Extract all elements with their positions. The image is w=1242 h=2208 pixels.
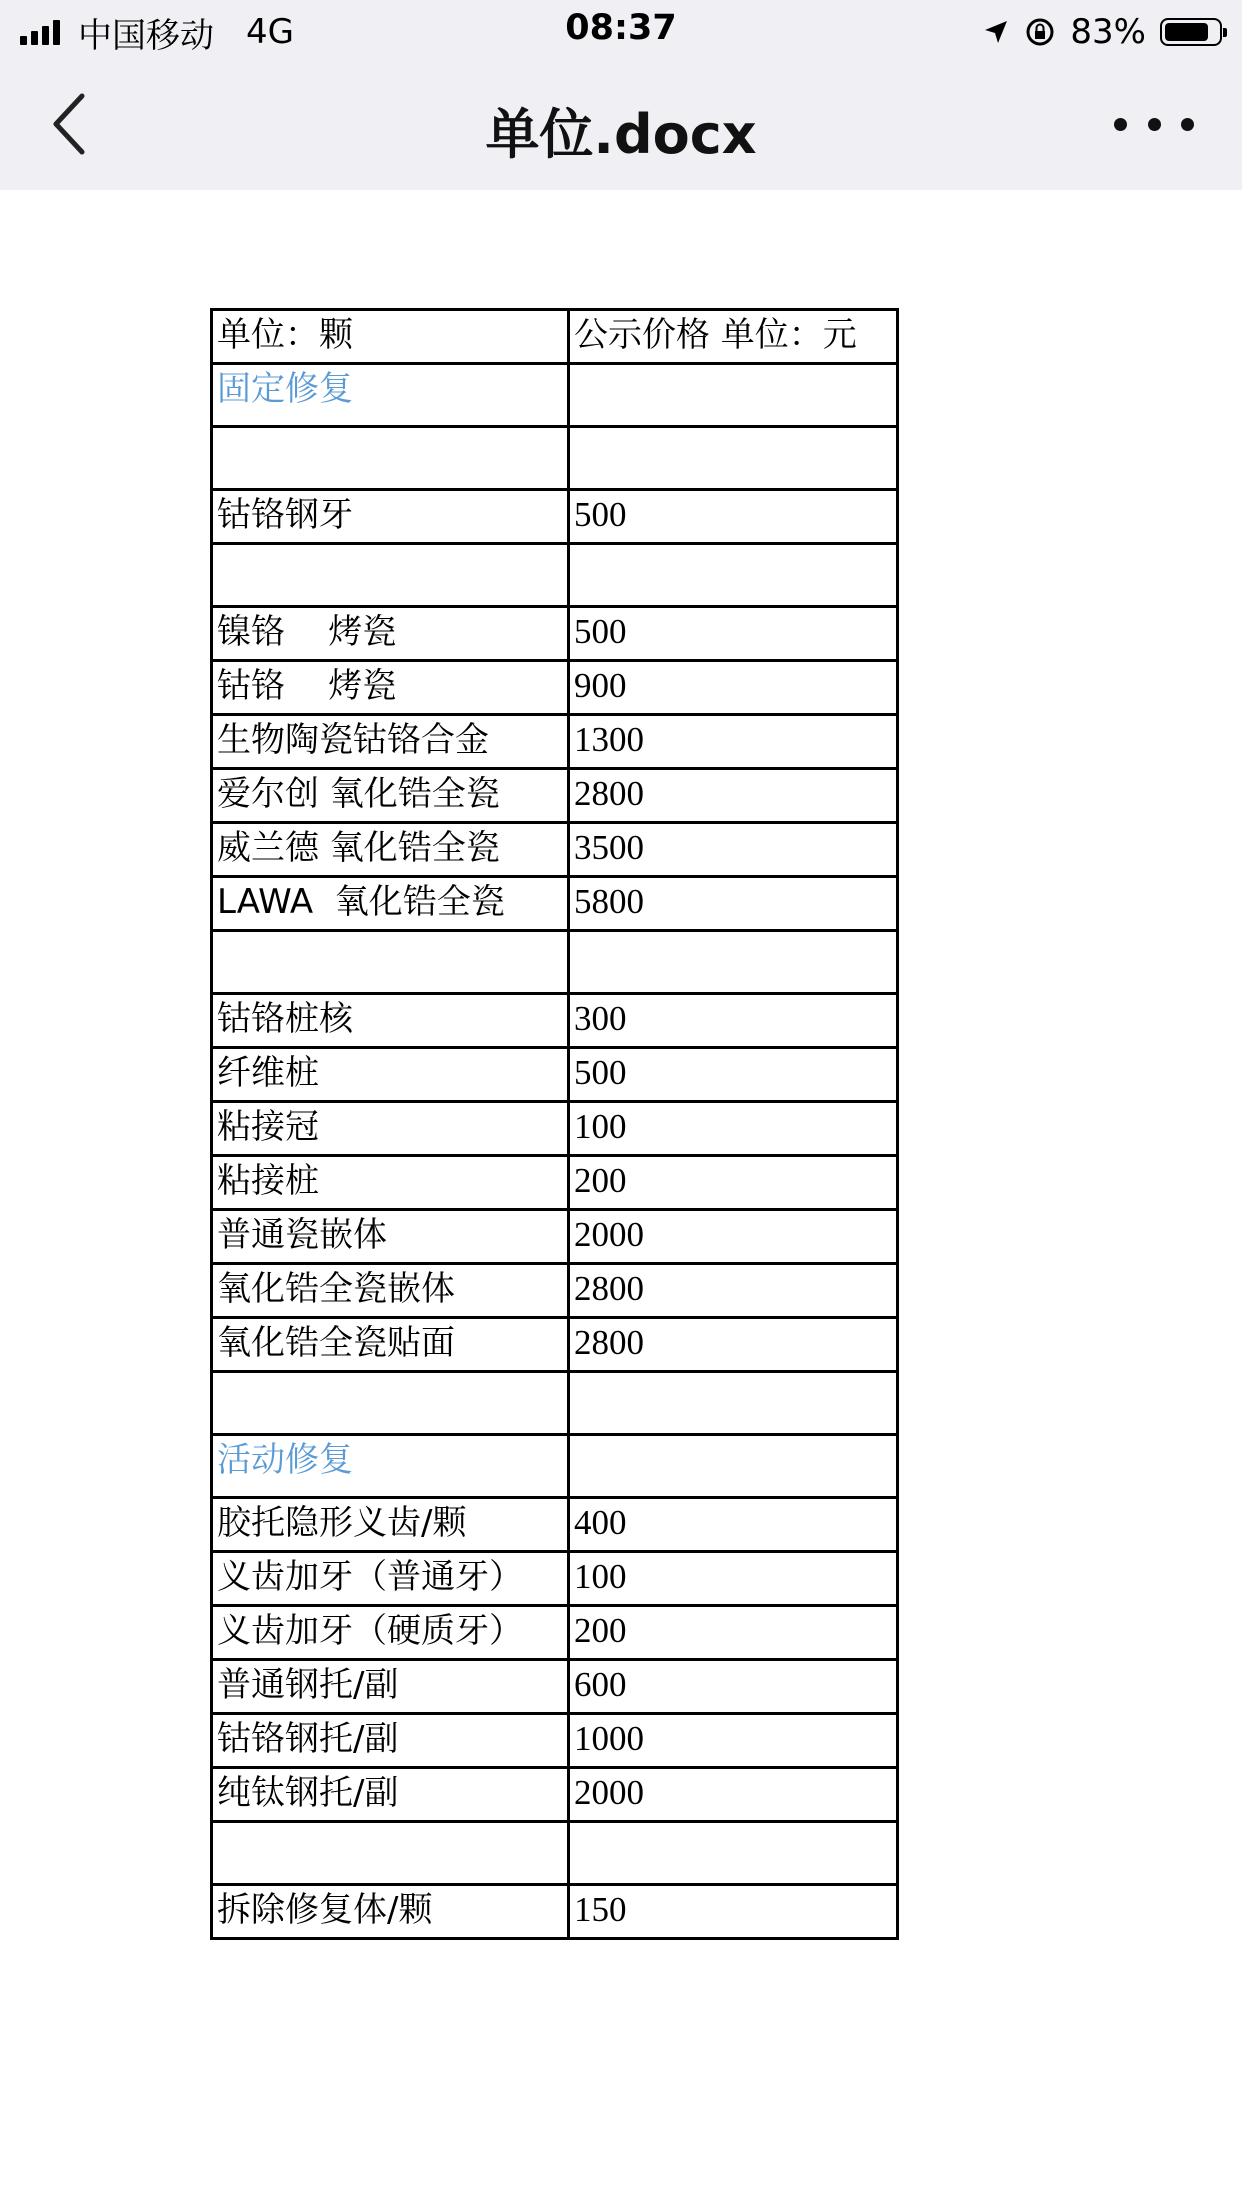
item-price [569,427,898,490]
more-button[interactable] [1114,102,1194,146]
header-unit: 单位：颗 [212,310,569,364]
item-price: 100 [569,1102,898,1156]
item-price: 2800 [569,769,898,823]
item-name: 爱尔创 氧化锆全瓷 [212,769,569,823]
table-row [212,364,898,427]
network-type: 4G [246,12,294,52]
item-price: 900 [569,661,898,715]
item-price: 150 [569,1885,898,1939]
item-name: 钴铬桩核 [212,994,569,1048]
table-row [212,1552,898,1606]
item-price: 300 [569,994,898,1048]
table-row [212,877,898,931]
item-price [569,364,898,427]
nav-bar [0,62,1242,190]
table-row [212,994,898,1048]
item-price: 500 [569,490,898,544]
item-price: 600 [569,1660,898,1714]
item-price: 2800 [569,1264,898,1318]
table-row [212,1822,898,1885]
table-row [212,1156,898,1210]
item-name: 氧化锆全瓷嵌体 [212,1264,569,1318]
orientation-lock-icon [1024,16,1056,48]
item-price [569,1435,898,1498]
table-row [212,661,898,715]
more-dot [1181,118,1194,131]
item-name [212,931,569,994]
document-viewer[interactable] [0,190,1242,2208]
header-price: 公示价格 单位：元 [569,310,898,364]
table-row [212,544,898,607]
table-row [212,1660,898,1714]
item-price: 3500 [569,823,898,877]
table-row [212,1372,898,1435]
item-name: 氧化锆全瓷贴面 [212,1318,569,1372]
document-title: 单位.docx [485,103,757,166]
item-price: 400 [569,1498,898,1552]
table-row [212,1048,898,1102]
item-price [569,1822,898,1885]
table-row [212,490,898,544]
item-name [212,1822,569,1885]
item-name: 义齿加牙（硬质牙） [212,1606,569,1660]
table-row [212,1264,898,1318]
table-row [212,931,898,994]
item-price: 100 [569,1552,898,1606]
battery-icon [1160,18,1222,46]
item-name: 钴铬钢托/副 [212,1714,569,1768]
item-name [212,544,569,607]
item-price: 1300 [569,715,898,769]
item-name: 普通瓷嵌体 [212,1210,569,1264]
item-price [569,1372,898,1435]
item-name: 威兰德 氧化锆全瓷 [212,823,569,877]
item-name [212,427,569,490]
table-row [212,1318,898,1372]
item-price: 500 [569,1048,898,1102]
status-time: 08:37 [565,8,677,48]
item-price: 500 [569,607,898,661]
table-row [212,1606,898,1660]
table-row [212,1768,898,1822]
item-price: 2000 [569,1210,898,1264]
table-row [212,1714,898,1768]
table-row [212,1102,898,1156]
item-name: 生物陶瓷钴铬合金 [212,715,569,769]
table-row [212,1435,898,1498]
item-name: LAWA 氧化锆全瓷 [212,877,569,931]
table-row [212,715,898,769]
item-price [569,544,898,607]
item-name: 拆除修复体/颗 [212,1885,569,1939]
table-row [212,1498,898,1552]
location-arrow-icon [982,18,1010,46]
item-price: 1000 [569,1714,898,1768]
item-price [569,931,898,994]
table-row [212,607,898,661]
battery-percent: 83% [1070,12,1146,52]
item-price: 200 [569,1606,898,1660]
table-row [212,1885,898,1939]
item-name: 钴铬钢牙 [212,490,569,544]
status-right [982,10,1222,54]
item-name: 粘接桩 [212,1156,569,1210]
table-row [212,823,898,877]
item-name: 义齿加牙（普通牙） [212,1552,569,1606]
item-name: 胶托隐形义齿/颗 [212,1498,569,1552]
table-row [212,1210,898,1264]
item-name: 纤维桩 [212,1048,569,1102]
more-dot [1148,118,1161,131]
item-price: 5800 [569,877,898,931]
price-table [210,308,899,1940]
item-name: 粘接冠 [212,1102,569,1156]
section-heading: 固定修复 [212,364,569,427]
carrier-label: 中国移动 [78,15,214,56]
battery-fill [1165,23,1208,41]
item-price: 2800 [569,1318,898,1372]
item-name [212,1372,569,1435]
item-price: 2000 [569,1768,898,1822]
table-header-row [212,310,898,364]
item-name: 纯钛钢托/副 [212,1768,569,1822]
item-name: 普通钢托/副 [212,1660,569,1714]
status-bar [0,0,1242,62]
table-row [212,427,898,490]
item-price: 200 [569,1156,898,1210]
table-row [212,769,898,823]
battery-nub [1223,28,1227,37]
more-dot [1114,118,1127,131]
section-heading: 活动修复 [212,1435,569,1498]
item-name: 镍铬 烤瓷 [212,607,569,661]
item-name: 钴铬 烤瓷 [212,661,569,715]
